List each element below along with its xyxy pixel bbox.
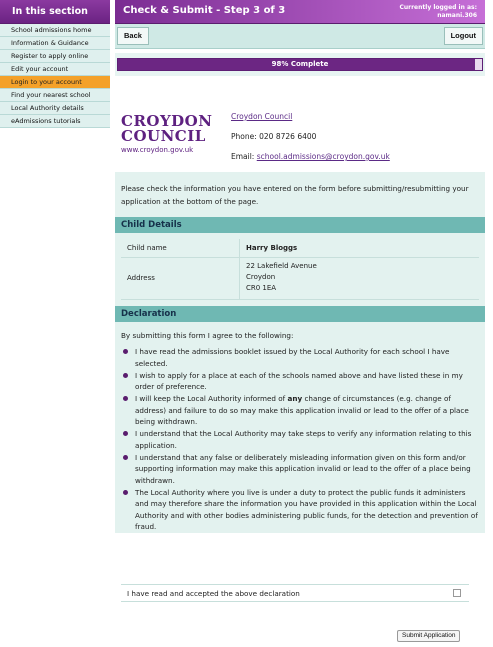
council-name-link[interactable]: Croydon Council [231, 112, 293, 121]
logo-line-2: COUNCIL [121, 127, 206, 145]
accept-declaration-label: I have read and accepted the above declaration [127, 589, 300, 598]
council-email [231, 152, 390, 161]
title-bar [115, 0, 485, 24]
sidebar-item-information-guidance[interactable]: Information & Guidance [0, 37, 110, 50]
child-details-heading: Child Details [115, 217, 485, 233]
table-row [121, 258, 479, 300]
intro-text: Please check the information you have entered on the form before submitting/resubmitting your application at the bottom of the page. [121, 184, 469, 206]
nav-bar [115, 24, 485, 49]
logo-line-1: CROYDON [121, 112, 213, 130]
sidebar-item-local-authority[interactable]: Local Authority details [0, 102, 110, 115]
list-item [121, 452, 479, 487]
page-title: Check & Submit - Step 3 of 3 [123, 5, 286, 16]
sidebar-heading: In this section [0, 0, 110, 24]
bullet-icon [123, 349, 128, 354]
address-line-2: Croydon [246, 273, 276, 281]
list-item [121, 393, 479, 428]
list-item [121, 428, 479, 451]
main-panel [115, 0, 485, 533]
bullet-icon [123, 373, 128, 378]
declaration-intro: By submitting this form I agree to the following: [121, 331, 294, 340]
sidebar-item-register[interactable]: Register to apply online [0, 50, 110, 63]
sidebar-item-tutorials[interactable]: eAdmissions tutorials [0, 115, 110, 128]
sidebar-item-school-admissions-home[interactable]: School admissions home [0, 24, 110, 37]
bullet-icon [123, 431, 128, 436]
list-item [121, 346, 479, 369]
progress-bar [117, 58, 483, 71]
declaration-item-text: I have read the admissions booklet issued by the Local Authority for each school I have selected. [135, 347, 450, 368]
accept-declaration-row [121, 584, 469, 602]
declaration-item-text: I will keep the Local Authority informed of any change of circumstances (e.g. change of address) and failure to do so may make this application invalid or lead to the offer of a place being withdrawn. [135, 394, 469, 426]
progress-section [115, 53, 485, 76]
sidebar [0, 0, 110, 128]
progress-label: 98% Complete [271, 60, 329, 68]
declaration-item-text: I understand that the Local Authority may take steps to verify any information relating to this application. [135, 429, 472, 450]
list-item [121, 487, 479, 533]
declaration-item-text: I wish to apply for a place at each of the schools named above and have listed these in my order of preference. [135, 370, 463, 391]
email-label: Email: [231, 152, 255, 161]
sidebar-item-edit-account[interactable]: Edit your account [0, 63, 110, 76]
sidebar-item-login[interactable]: Login to your account [0, 76, 110, 89]
council-logo [121, 114, 212, 154]
child-name-value: Harry Bloggs [239, 239, 479, 257]
declaration-item-text: I understand that any false or deliberately misleading information given on this form and/or supporting information may make this application invalid or lead to the offer of a place being withdrawn. [135, 452, 471, 485]
table-row [121, 239, 479, 258]
child-details-table [121, 239, 479, 300]
username: namani.306 [437, 12, 477, 19]
child-name-label: Child name [127, 244, 167, 252]
bullet-icon [123, 490, 128, 495]
form-content [115, 172, 485, 533]
declaration-list [115, 346, 485, 533]
declaration-item-text: The Local Authority where you live is under a duty to protect the public funds it administers and may therefore share the information you have provided in this application within the Local Authority and with other bodies administering public funds, for the detection and prevention of fraud. [135, 487, 478, 531]
logout-button[interactable]: Logout [444, 27, 483, 45]
address-line-1: 22 Lakefield Avenue [246, 262, 317, 270]
address-value [239, 258, 479, 299]
list-item [121, 370, 479, 393]
logged-in-label: Currently logged in as: [399, 4, 477, 11]
accept-declaration-checkbox[interactable] [453, 589, 461, 597]
email-link[interactable]: school.admissions@croydon.gov.uk [256, 152, 390, 161]
back-button[interactable]: Back [117, 27, 149, 45]
submit-application-button[interactable]: Submit Application [397, 630, 460, 642]
logo-url: www.croydon.gov.uk [121, 146, 194, 154]
council-phone: Phone: 020 8726 6400 [231, 132, 317, 141]
address-line-3: CR0 1EA [246, 284, 277, 292]
bullet-icon [123, 455, 128, 460]
bullet-icon [123, 396, 128, 401]
declaration-heading: Declaration [115, 306, 485, 322]
council-info [115, 76, 485, 172]
login-status [399, 4, 477, 20]
sidebar-item-find-school[interactable]: Find your nearest school [0, 89, 110, 102]
address-label: Address [127, 274, 155, 282]
